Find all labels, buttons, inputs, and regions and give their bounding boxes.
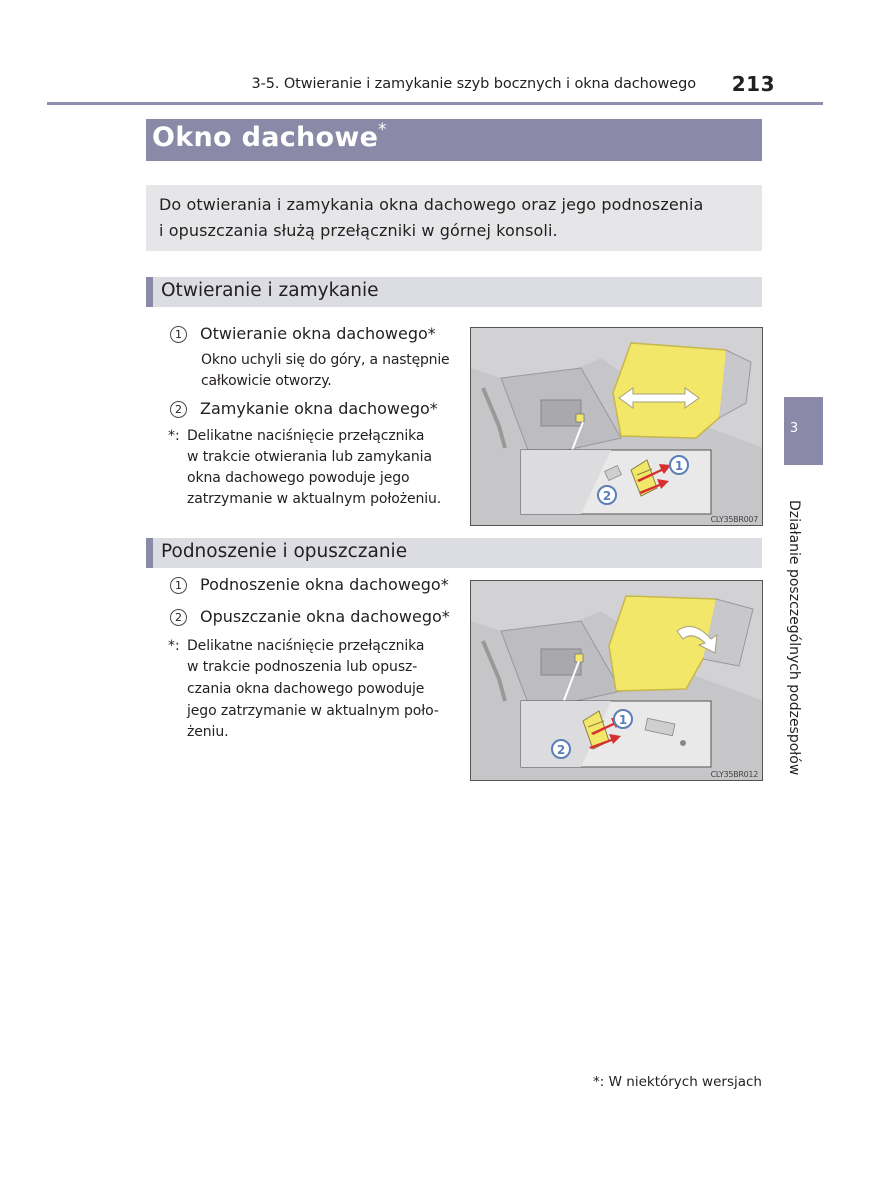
note-line: zatrzymanie w aktualnym położeniu. bbox=[187, 491, 442, 507]
figure-callout-1: 1 bbox=[613, 709, 633, 729]
note-line: Delikatne naciśnięcie przełącznika bbox=[187, 428, 425, 444]
page-number: 213 bbox=[731, 72, 775, 96]
callout-number-icon: 2 bbox=[170, 609, 187, 626]
item-tilt-down: Opuszczanie okna dachowego* bbox=[200, 607, 450, 626]
page-title-bar bbox=[146, 119, 762, 161]
footnote: *: W niektórych wersjach bbox=[593, 1074, 762, 1090]
figure-callout-1: 1 bbox=[669, 455, 689, 475]
title-asterisk: * bbox=[378, 120, 387, 140]
chapter-tab bbox=[784, 397, 823, 465]
note-line: czania okna dachowego powoduje bbox=[187, 681, 425, 697]
figure-code: CLY35BR012 bbox=[710, 770, 758, 779]
note-mark: *: bbox=[168, 638, 180, 654]
item-open-desc-line-2: całkowicie otworzy. bbox=[201, 373, 332, 389]
section-heading-tilt bbox=[146, 538, 762, 568]
chapter-side-title-text: Działanie poszczególnych podzespołów bbox=[786, 500, 802, 776]
callout-number-icon: 1 bbox=[170, 326, 187, 343]
figure-callout-2: 2 bbox=[597, 485, 617, 505]
item-close-sunroof: Zamykanie okna dachowego* bbox=[200, 399, 438, 418]
callout-number-icon: 1 bbox=[170, 577, 187, 594]
figure-tilt-switch bbox=[470, 580, 763, 781]
figure-open-close-switch bbox=[470, 327, 763, 526]
intro-line-1: Do otwierania i zamykania okna dachowego oraz jego podnoszenia bbox=[159, 195, 704, 214]
item-open-desc-line-1: Okno uchyli się do góry, a następnie bbox=[201, 352, 450, 368]
section-heading-open-close bbox=[146, 277, 762, 307]
callout-number-icon: 2 bbox=[170, 401, 187, 418]
note-line: w trakcie otwierania lub zamykania bbox=[187, 449, 432, 465]
note-line: jego zatrzymanie w aktualnym poło- bbox=[187, 703, 439, 719]
illustration-open-close bbox=[471, 328, 763, 526]
item-open-sunroof: Otwieranie okna dachowego* bbox=[200, 324, 436, 343]
section-heading-label: Otwieranie i zamykanie bbox=[161, 280, 379, 301]
running-header: 3-5. Otwieranie i zamykanie szyb bocznych i okna dachowego bbox=[251, 76, 696, 92]
figure-code: CLY35BR007 bbox=[710, 515, 758, 524]
intro-line-2: i opuszczania służą przełączniki w górnej konsoli. bbox=[159, 221, 558, 240]
note-mark: *: bbox=[168, 428, 180, 444]
note-line: Delikatne naciśnięcie przełącznika bbox=[187, 638, 425, 654]
note-line: w trakcie podnoszenia lub opusz- bbox=[187, 659, 418, 675]
illustration-tilt bbox=[471, 581, 763, 781]
note-line: okna dachowego powoduje jego bbox=[187, 470, 410, 486]
figure-callout-2: 2 bbox=[551, 739, 571, 759]
item-tilt-up: Podnoszenie okna dachowego* bbox=[200, 575, 449, 594]
note-line: żeniu. bbox=[187, 724, 229, 740]
section-heading-label: Podnoszenie i opuszczanie bbox=[161, 541, 408, 562]
page-title: Okno dachowe bbox=[152, 122, 379, 153]
intro-box bbox=[146, 185, 762, 251]
header-rule bbox=[47, 102, 823, 105]
chapter-side-title bbox=[788, 500, 808, 780]
chapter-number: 3 bbox=[789, 421, 799, 436]
